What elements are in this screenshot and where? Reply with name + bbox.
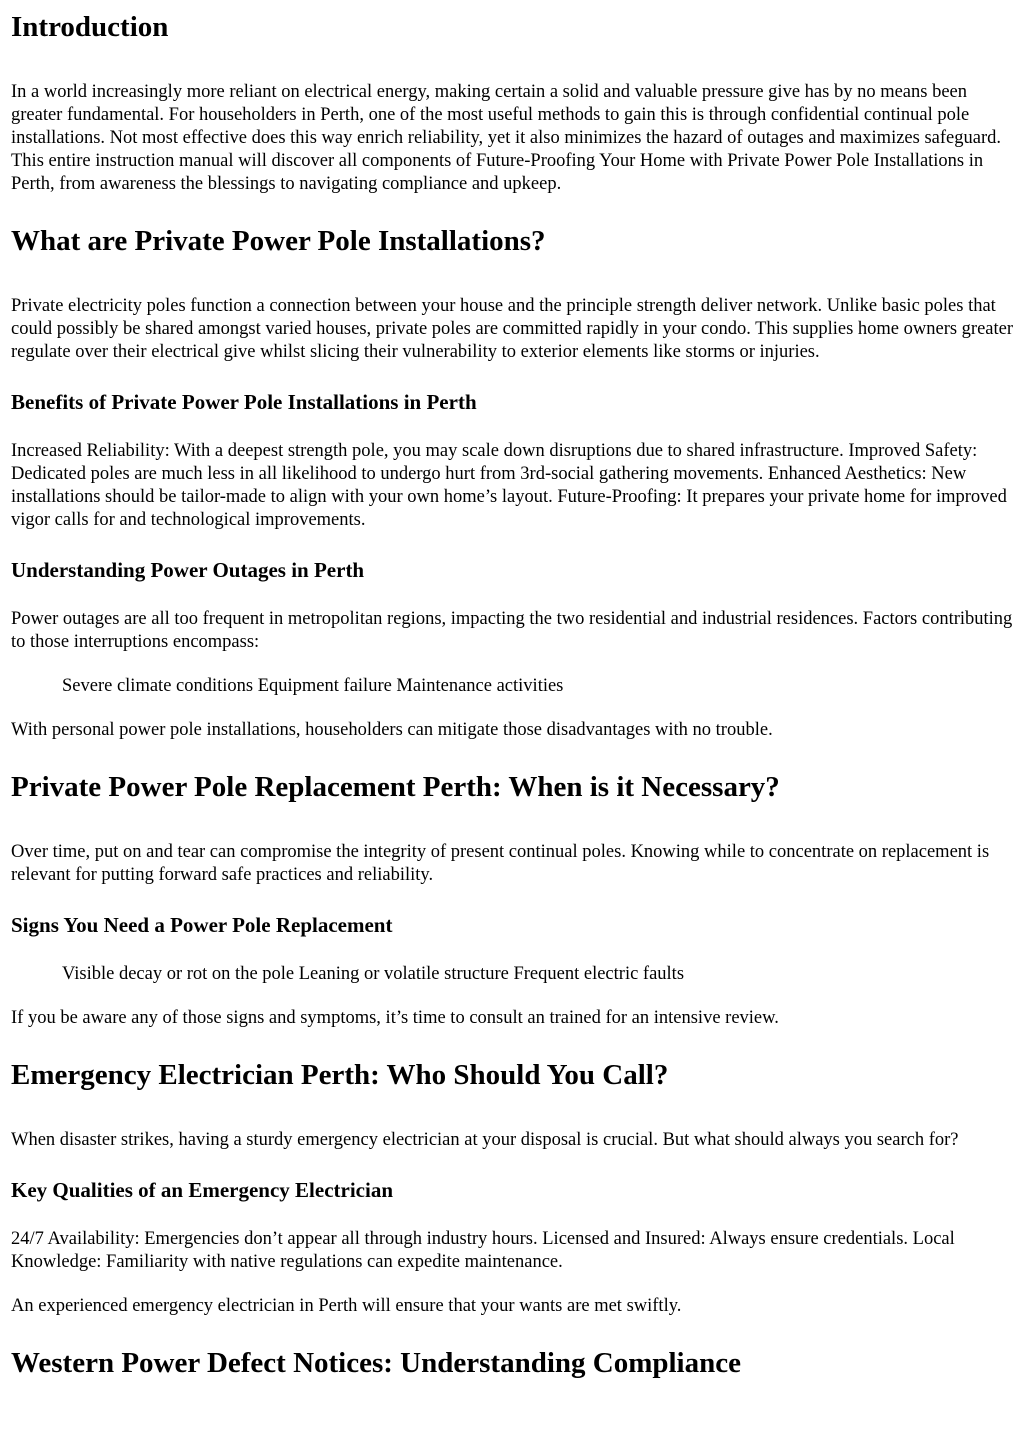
heading-introduction: Introduction <box>11 11 169 43</box>
heading-pole-replacement: Private Power Pole Replacement Perth: When is it Necessary? <box>11 771 780 803</box>
heading-western-power-defect-notices: Western Power Defect Notices: Understanding Compliance <box>11 1347 741 1379</box>
paragraph-key-qualities: 24/7 Availability: Emergencies don’t appear all through industry hours. Licensed and Insured: Always ensure credentials. Local Knowledge: Familiarity with native regulations can expedite maintenance. <box>11 1229 955 1272</box>
paragraph-signs-consult: If you be aware any of those signs and symptoms, it’s time to consult an trained for an intensive review. <box>11 1008 779 1028</box>
paragraph-emergency-electrician: When disaster strikes, having a sturdy emergency electrician at your disposal is crucial. But what should always you search for? <box>11 1130 959 1150</box>
heading-benefits: Benefits of Private Power Pole Installations in Perth <box>11 390 477 414</box>
heading-understanding-outages: Understanding Power Outages in Perth <box>11 558 365 582</box>
paragraph-pole-replacement: Over time, put on and tear can compromise the integrity of present continual poles. Knowing while to concentrate on replacement is relevant for putting forward safe practices and reliability. <box>11 842 990 885</box>
paragraph-introduction: In a world increasingly more reliant on electrical energy, making certain a solid and valuable pressure give has by no means been greater fundamental. For householders in Perth, one of the most useful methods to gain this is through confidential continual pole installations. Not most effective does this way enrich reliability, yet it also minimizes the hazard of outages and maximizes safeguard. This entire instruction manual will discover all components of Future-Proofing Your Home with Private Power Pole Installations in Perth, from awareness the blessings to navigating compliance and upkeep. <box>11 82 1001 194</box>
heading-what-are-private-power-pole-installations: What are Private Power Pole Installations? <box>11 225 546 257</box>
paragraph-outages-mitigation: With personal power pole installations, householders can mitigate those disadvantages with no trouble. <box>11 720 773 740</box>
list-replacement-signs: Visible decay or rot on the pole Leaning or volatile structure Frequent electric faults <box>62 964 685 984</box>
heading-key-qualities: Key Qualities of an Emergency Electrician <box>11 1178 394 1202</box>
list-outage-factors: Severe climate conditions Equipment failure Maintenance activities <box>62 676 564 696</box>
paragraph-outages: Power outages are all too frequent in metropolitan regions, impacting the two residential and industrial residences. Factors contributing to those interruptions encompass: <box>11 609 1013 652</box>
paragraph-benefits: Increased Reliability: With a deepest strength pole, you may scale down disruptions due to shared infrastructure. Improved Safety: Dedicated poles are much less in all likelihood to undergo hurt from 3rd-social gathering movements. Enhanced Aesthetics: New installations should be tailor-made to align with your own home’s layout. Future-Proofing: It prepares your private home for improved vigor calls for and technological improvements. <box>11 441 1007 530</box>
heading-emergency-electrician: Emergency Electrician Perth: Who Should You Call? <box>11 1059 669 1091</box>
paragraph-what-are-installations: Private electricity poles function a connection between your house and the principle strength deliver network. Unlike basic poles that could possibly be shared amongst varied houses, private poles are committed rapidly in your condo. This supplies home owners greater regulate over their electrical give whilst slicing their vulnerability to exterior elements like storms or injuries. <box>11 296 1014 362</box>
paragraph-experienced-electrician: An experienced emergency electrician in Perth will ensure that your wants are met swiftly. <box>11 1296 682 1316</box>
document-page <box>0 10 1024 1380</box>
heading-signs-replacement: Signs You Need a Power Pole Replacement <box>11 913 393 937</box>
